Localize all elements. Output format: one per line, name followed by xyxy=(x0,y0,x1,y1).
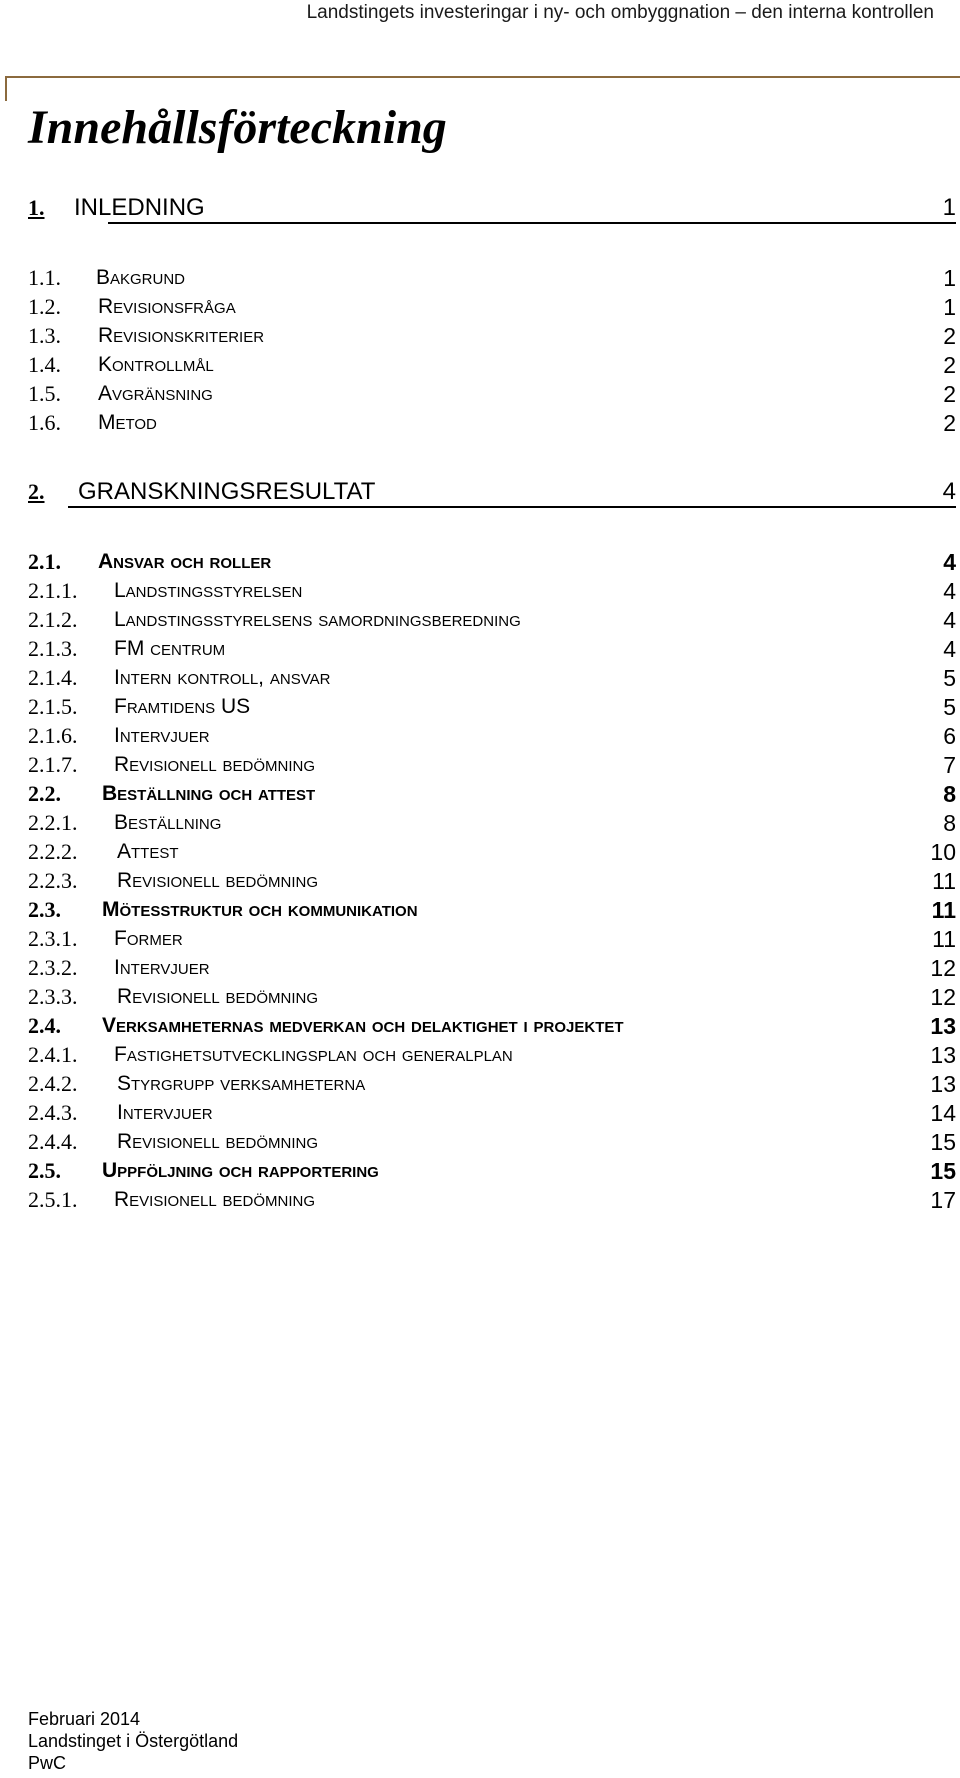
toc-entry-page: 1 xyxy=(942,194,956,221)
toc-entry-1-6[interactable] xyxy=(28,409,956,437)
toc-entry-1[interactable] xyxy=(28,194,956,222)
toc-entry-page: 4 xyxy=(942,478,956,505)
toc-entry-page: 11 xyxy=(931,897,956,923)
toc-entry-page: 5 xyxy=(943,665,956,691)
toc-entry-1-5[interactable] xyxy=(28,380,956,408)
toc-entry-number: 2.1.6. xyxy=(28,723,78,748)
toc-entry-page: 12 xyxy=(930,955,956,981)
toc-entry-2-3-2[interactable] xyxy=(28,954,956,982)
footer-date: Februari 2014 xyxy=(28,1709,141,1729)
toc-entry-number: 2.1.7. xyxy=(28,752,78,777)
toc-entry-number: 2.5. xyxy=(28,1158,61,1183)
toc-entry-number: 1.1. xyxy=(28,265,61,290)
toc-entry-number: 2.4.4. xyxy=(28,1129,78,1154)
toc-entry-number: 2.3.1. xyxy=(28,926,78,951)
toc-entry-1-1[interactable] xyxy=(28,264,956,292)
toc-entry-label: Landstingsstyrelsen xyxy=(114,579,303,602)
toc-entry-page: 2 xyxy=(943,323,956,349)
toc-entry-label: Verksamheternas medverkan och delaktighet i projektet xyxy=(102,1014,624,1037)
toc-entry-1-2[interactable] xyxy=(28,293,956,321)
toc-entry-page: 13 xyxy=(930,1042,956,1068)
toc-entry-number: 2.1.3. xyxy=(28,636,78,661)
footer-company: PwC xyxy=(28,1753,67,1773)
toc-entry-2-1-3[interactable] xyxy=(28,635,956,663)
toc-entry-page: 4 xyxy=(943,607,956,633)
toc-entry-label: Intervjuer xyxy=(114,724,210,747)
toc-entry-label: Bakgrund xyxy=(96,266,186,289)
toc-entry-page: 11 xyxy=(932,926,956,952)
toc-entry-label: Landstingsstyrelsens samordningsberedning xyxy=(114,608,521,631)
toc-entry-label: Fastighetsutvecklingsplan och generalplan xyxy=(114,1043,513,1066)
toc-entry-number: 2.1.1. xyxy=(28,578,78,603)
toc-title: Innehållsförteckning xyxy=(28,101,447,154)
toc-entry-page: 2 xyxy=(943,352,956,378)
toc-entry-page: 15 xyxy=(930,1158,956,1184)
header-rule xyxy=(5,76,960,78)
toc-entry-number: 2.4.2. xyxy=(28,1071,78,1096)
toc-entry-number: 2.2.3. xyxy=(28,868,78,893)
toc-entry-1-3[interactable] xyxy=(28,322,956,350)
toc-entry-2-1-7[interactable] xyxy=(28,751,956,779)
toc-entry-label: Mötesstruktur och kommunikation xyxy=(102,898,418,921)
toc-entry-number: 2.4.3. xyxy=(28,1100,78,1125)
toc-entry-2-2-1[interactable] xyxy=(28,809,956,837)
toc-entry-2-1[interactable] xyxy=(28,548,956,576)
footer-organization: Landstinget i Östergötland xyxy=(28,1731,239,1751)
toc-entry-label: Former xyxy=(114,927,183,950)
header-title: Landstingets investeringar i ny- och ombyggnation – den interna kontrollen xyxy=(306,2,934,23)
toc-entry-2-1-2[interactable] xyxy=(28,606,956,634)
toc-entry-page: 8 xyxy=(943,781,956,807)
chapter-underline xyxy=(68,506,956,508)
toc-entry-number: 2.4.1. xyxy=(28,1042,78,1067)
toc-entry-2-4-2[interactable] xyxy=(28,1070,956,1098)
toc-entry-label: Intervjuer xyxy=(114,956,210,979)
toc-entry-2-1-1[interactable] xyxy=(28,577,956,605)
toc-entry-page: 5 xyxy=(943,694,956,720)
toc-entry-label: Beställning xyxy=(114,811,222,834)
toc-entry-label: INLEDNING xyxy=(74,194,205,221)
toc-entry-label: GRANSKNINGSRESULTAT xyxy=(78,478,376,505)
header-rule-tick xyxy=(5,76,7,101)
toc-entry-2-4-3[interactable] xyxy=(28,1099,956,1127)
toc-entry-label: Intern kontroll, ansvar xyxy=(114,666,331,689)
toc-entry-label: Revisionell bedömning xyxy=(117,869,319,892)
toc-entry-label: Ansvar och roller xyxy=(98,550,272,573)
toc-entry-label: Revisionskriterier xyxy=(98,324,265,347)
toc-entry-2-1-6[interactable] xyxy=(28,722,956,750)
toc-entry-page: 4 xyxy=(943,578,956,604)
toc-entry-page: 7 xyxy=(943,752,956,778)
toc-entry-label: Metod xyxy=(98,411,157,434)
toc-entry-page: 13 xyxy=(930,1071,956,1097)
toc-entry-label: Revisionell bedömning xyxy=(114,753,316,776)
toc-entry-number: 1.5. xyxy=(28,381,61,406)
toc-entry-number: 2.2.2. xyxy=(28,839,78,864)
toc-entry-label: Kontrollmål xyxy=(98,353,214,376)
toc-entry-2-4[interactable] xyxy=(28,1012,956,1040)
toc-entry-number: 2. xyxy=(28,479,45,504)
toc-entry-page: 6 xyxy=(943,723,956,749)
toc-entry-2-3[interactable] xyxy=(28,896,956,924)
toc-entry-number: 1. xyxy=(28,195,45,220)
toc-entry-label: Styrgrupp verksamheterna xyxy=(117,1072,366,1095)
toc-entry-2-2[interactable] xyxy=(28,780,956,808)
toc-entry-2-3-1[interactable] xyxy=(28,925,956,953)
toc-entry-label: Uppföljning och rapportering xyxy=(102,1159,379,1182)
toc-entry-number: 1.2. xyxy=(28,294,61,319)
toc-entry-label: Revisionell bedömning xyxy=(117,1130,319,1153)
toc-entry-page: 2 xyxy=(943,381,956,407)
toc-entry-number: 1.3. xyxy=(28,323,61,348)
toc-entry-page: 1 xyxy=(943,294,956,320)
toc-entry-page: 4 xyxy=(943,549,956,575)
toc-entry-2[interactable] xyxy=(28,478,956,506)
toc-entry-2-2-2[interactable] xyxy=(28,838,956,866)
toc-entry-label: Beställning och attest xyxy=(102,782,316,805)
toc-entry-number: 1.6. xyxy=(28,410,61,435)
toc-entry-number: 2.5.1. xyxy=(28,1187,78,1212)
toc-entry-label: Revisionell bedömning xyxy=(117,985,319,1008)
toc-entry-page: 1 xyxy=(943,265,956,291)
toc-entry-page: 4 xyxy=(943,636,956,662)
toc-entry-page: 17 xyxy=(930,1187,956,1213)
toc-entry-number: 2.1.2. xyxy=(28,607,78,632)
toc-entry-page: 2 xyxy=(943,410,956,436)
toc-entry-number: 2.1.4. xyxy=(28,665,78,690)
page-footer xyxy=(28,1708,238,1774)
toc-entry-2-1-5[interactable] xyxy=(28,693,956,721)
toc-entry-number: 2.1. xyxy=(28,549,61,574)
toc-entry-label: Intervjuer xyxy=(117,1101,213,1124)
toc-entry-number: 2.3.2. xyxy=(28,955,78,980)
toc-entry-2-2-3[interactable] xyxy=(28,867,956,895)
toc-entry-number: 2.3. xyxy=(28,897,61,922)
toc-entry-label: Avgränsning xyxy=(98,382,213,405)
toc-entry-number: 2.1.5. xyxy=(28,694,78,719)
toc-entry-page: 12 xyxy=(930,984,956,1010)
toc-entry-number: 1.4. xyxy=(28,352,61,377)
toc-entry-2-5-1[interactable] xyxy=(28,1186,956,1214)
toc-entry-label: Revisionsfråga xyxy=(98,295,236,318)
chapter-underline xyxy=(108,222,956,224)
toc-entry-page: 14 xyxy=(930,1100,956,1126)
toc-entry-2-1-4[interactable] xyxy=(28,664,956,692)
toc-entry-number: 2.2. xyxy=(28,781,61,806)
toc-entry-label: Framtidens US xyxy=(114,695,251,718)
toc-entry-page: 11 xyxy=(932,868,956,894)
toc-entry-label: Revisionell bedömning xyxy=(114,1188,316,1211)
toc-entry-2-5[interactable] xyxy=(28,1157,956,1185)
toc-entry-label: Attest xyxy=(117,840,179,863)
toc-entry-number: 2.2.1. xyxy=(28,810,78,835)
toc-entry-page: 15 xyxy=(930,1129,956,1155)
toc-entry-page: 10 xyxy=(930,839,956,865)
toc-entry-2-4-1[interactable] xyxy=(28,1041,956,1069)
toc-entry-number: 2.3.3. xyxy=(28,984,78,1009)
toc-entry-number: 2.4. xyxy=(28,1013,61,1038)
toc-entry-label: FM centrum xyxy=(114,637,226,660)
toc-entry-2-4-4[interactable] xyxy=(28,1128,956,1156)
toc-entry-2-3-3[interactable] xyxy=(28,983,956,1011)
toc-entry-page: 8 xyxy=(943,810,956,836)
toc-entry-1-4[interactable] xyxy=(28,351,956,379)
toc-entry-page: 13 xyxy=(930,1013,956,1039)
